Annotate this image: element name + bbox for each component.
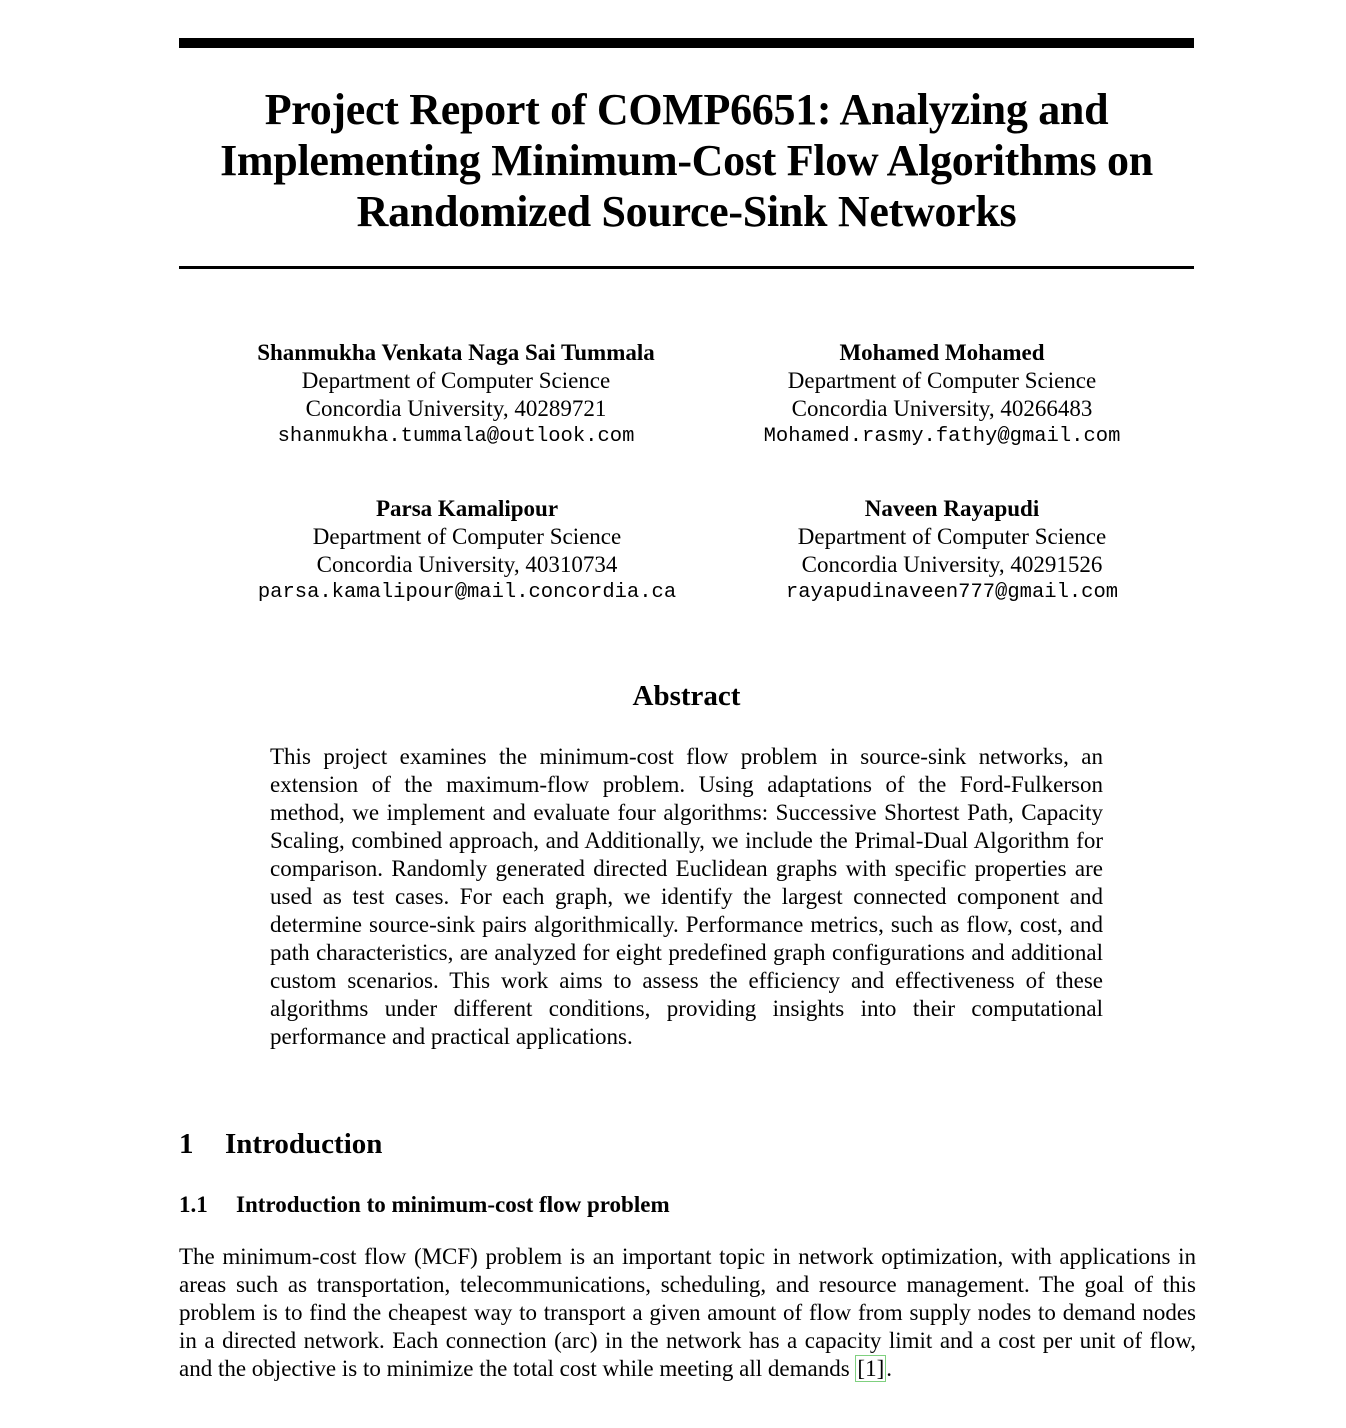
- author-affiliation: Concordia University, 40291526: [801, 552, 1103, 577]
- author-block: [682, 339, 1202, 451]
- paragraph-end: .: [886, 1356, 892, 1381]
- author-name: Mohamed Mohamed: [839, 340, 1045, 365]
- author-department: Department of Computer Science: [312, 524, 622, 549]
- author-name: Parsa Kamalipour: [375, 496, 559, 521]
- author-name: Shanmukha Venkata Naga Sai Tummala: [257, 340, 655, 365]
- section-heading: [179, 1126, 382, 1162]
- author-block: [692, 495, 1212, 607]
- section-number: 1: [179, 1128, 194, 1160]
- author-affiliation: Concordia University, 40289721: [305, 396, 607, 421]
- title-top-rule: [179, 38, 1194, 48]
- author-email: Mohamed.rasmy.fathy@gmail.com: [763, 425, 1121, 448]
- section-title: Introduction: [225, 1128, 383, 1160]
- title-bottom-rule: [179, 266, 1194, 269]
- subsection-heading: [179, 1190, 670, 1220]
- author-department: Department of Computer Science: [797, 524, 1107, 549]
- subsection-number: 1.1: [179, 1192, 208, 1217]
- paragraph-text: The minimum-cost flow (MCF) problem is an important topic in network optimization, with applications in areas such as transportation, telecommunications, scheduling, and resource management. The goal of this problem is to find the cheapest way to transport a given amount of flow from supply nodes to demand nodes in a directed network. Each connection (arc) in the network has a capacity limit and a cost per unit of flow, and the objective is to minimize the total cost while meeting all demands: [179, 1244, 1196, 1381]
- abstract-text: This project examines the minimum-cost flow problem in source-sink networks, an extension of the maximum-flow problem. Using adaptations of the Ford-Fulkerson method, we implement and evaluate four algorithms: Successive Shortest Path, Capacity Scaling, combined approach, and Additionally, we include the Primal-Dual Algorithm for comparison. Randomly generated directed Euclidean graphs with specific properties are used as test cases. For each graph, we identify the largest connected component and determine source-sink pairs algorithmically. Performance metrics, such as flow, cost, and path characteristics, are analyzed for eight predefined graph configurations and additional custom scenarios. This work aims to assess the efficiency and effectiveness of these algorithms under different conditions, providing insights into their computational performance and practical applications.: [270, 744, 1103, 1049]
- author-affiliation: Concordia University, 40266483: [791, 396, 1093, 421]
- intro-paragraph: [179, 1243, 1196, 1383]
- author-affiliation: Concordia University, 40310734: [316, 552, 618, 577]
- subsection-title: Introduction to minimum-cost flow problem: [236, 1192, 670, 1217]
- author-name: Naveen Rayapudi: [864, 496, 1040, 521]
- author-email: shanmukha.tummala@outlook.com: [277, 425, 635, 448]
- author-department: Department of Computer Science: [301, 368, 611, 393]
- author-department: Department of Computer Science: [787, 368, 1097, 393]
- paper-title: Project Report of COMP6651: Analyzing and Implementing Minimum-Cost Flow Algorithms on Randomized Source-Sink Networks: [220, 85, 1153, 236]
- author-block: [196, 339, 716, 451]
- author-email: parsa.kamalipour@mail.concordia.ca: [257, 581, 677, 604]
- author-email: rayapudinaveen777@gmail.com: [785, 581, 1119, 604]
- abstract-heading: Abstract: [632, 680, 741, 712]
- citation-link[interactable]: [1]: [857, 1356, 885, 1381]
- author-block: [207, 495, 727, 607]
